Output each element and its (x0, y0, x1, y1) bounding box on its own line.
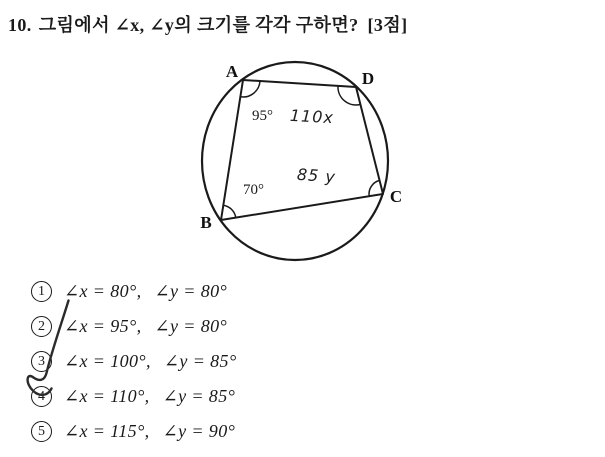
choice-option-5 (31, 414, 237, 449)
angle-b-value: 70° (243, 182, 264, 198)
choice-5-y-value: ∠y = 90° (162, 421, 236, 441)
choice-option-1 (31, 274, 237, 309)
choice-1-x-value: ∠x = 80°, (64, 281, 142, 301)
choice-5-x-value: ∠x = 115°, (64, 421, 150, 441)
choice-5-marker: 5 (31, 421, 52, 442)
vertex-label-a: A (225, 62, 239, 81)
choice-4-marker: 4 (31, 386, 52, 407)
choice-option-2 (31, 309, 237, 344)
choice-option-3 (31, 344, 237, 379)
choice-4-x-value: ∠x = 110°, (64, 386, 150, 406)
choice-4-y-value: ∠y = 85° (162, 386, 236, 406)
choice-2-y-value: ∠y = 80° (154, 316, 228, 336)
choice-3-x-value: ∠x = 100°, (64, 351, 151, 371)
choice-option-4 (31, 379, 237, 414)
choice-1-marker: 1 (31, 281, 52, 302)
vertex-label-d: D (361, 69, 375, 88)
vertex-label-b: B (200, 213, 212, 232)
question-number: 10. (8, 15, 32, 35)
choice-2-marker: 2 (31, 316, 52, 337)
vertex-label-c: C (389, 187, 403, 206)
choice-3-marker: 3 (31, 351, 52, 372)
choices-list (31, 274, 237, 449)
quadrilateral-abcd (221, 80, 383, 220)
choice-1-y-value: ∠y = 80° (154, 281, 228, 301)
handwritten-angle-x-note: 110x (289, 105, 335, 128)
angle-arc-b (223, 205, 236, 217)
question-text: 그림에서 ∠x, ∠y의 크기를 각각 구하면? (38, 15, 359, 35)
angle-a-value: 95° (252, 108, 273, 124)
handwritten-angle-y-note: 85 y (296, 164, 337, 187)
choice-3-y-value: ∠y = 85° (163, 351, 237, 371)
choice-2-x-value: ∠x = 95°, (64, 316, 142, 336)
question-points-badge: [3점] (367, 15, 408, 35)
